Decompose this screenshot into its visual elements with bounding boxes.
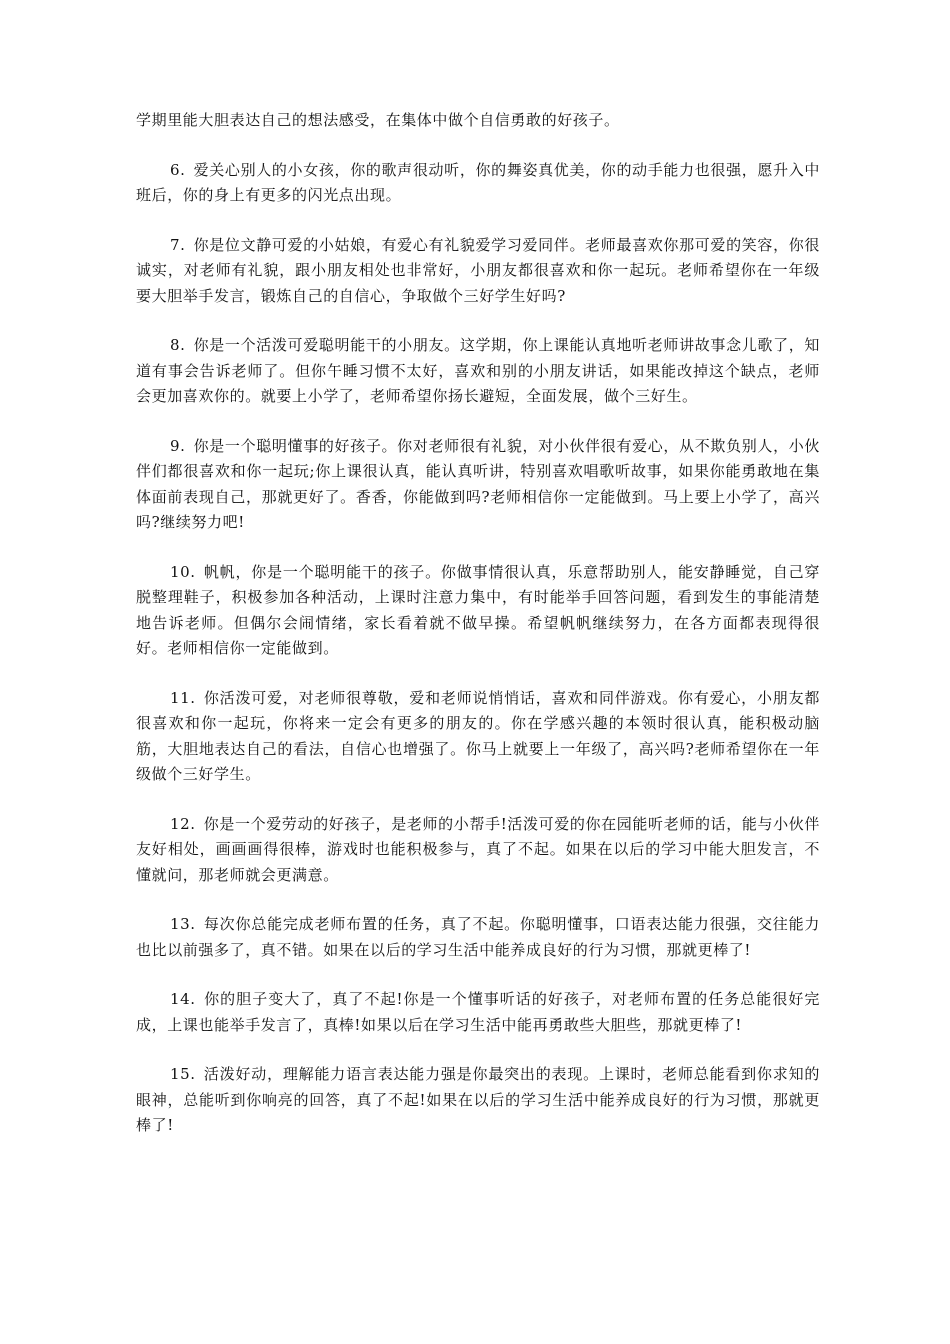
paragraph-10 [136, 560, 820, 662]
paragraph-text: 爱关心别人的小女孩，你的歌声很动听，你的舞姿真优美，你的动手能力也很强，愿升入中班后，你的身上有更多的闪光点出现。 [136, 160, 820, 204]
paragraph-text: 你是一个聪明懂事的好孩子。你对老师很有礼貌，对小伙伴很有爱心，从不欺负别人，小伙伴们都很喜欢和你一起玩;你上课很认真，能认真听讲，特别喜欢唱歌听故事，如果你能勇敢地在集体面前表现自己，那就更好了。香香，你能做到吗?老师相信你一定能做到。马上要上小学了，高兴吗?继续努力吧! [136, 436, 820, 531]
paragraph-text: 每次你总能完成老师布置的任务，真了不起。你聪明懂事，口语表达能力很强，交往能力也比以前强多了，真不错。如果在以后的学习生活中能养成良好的行为习惯，那就更棒了! [136, 915, 820, 959]
paragraph-number: 7. [170, 235, 186, 254]
paragraph-text: 帆帆，你是一个聪明能干的孩子。你做事情很认真，乐意帮助别人，能安静睡觉，自己穿脱整理鞋子，积极参加各种活动，上课时注意力集中，有时能举手回答问题，看到发生的事能清楚地告诉老师。但偶尔会闹情绪，家长看着就不做早操。希望帆帆继续努力，在各方面都表现得很好。老师相信你一定能做到。 [136, 562, 820, 657]
paragraph-number: 6. [170, 160, 186, 179]
paragraph-text: 活泼好动，理解能力语言表达能力强是你最突出的表现。上课时，老师总能看到你求知的眼神，总能听到你响亮的回答，真了不起!如果在以后的学习生活中能养成良好的行为习惯，那就更棒了! [136, 1065, 820, 1134]
paragraph-8 [136, 333, 820, 410]
paragraph-11 [136, 686, 820, 788]
paragraph-15 [136, 1062, 820, 1139]
paragraph-number: 11. [170, 688, 196, 707]
document-body [136, 108, 820, 1163]
paragraph-text: 你的胆子变大了，真了不起!你是一个懂事听话的好孩子，对老师布置的任务总能很好完成，上课也能举手发言了，真棒!如果以后在学习生活中能再勇敢些大胆些，那就更棒了! [136, 990, 820, 1034]
paragraph-text: 你是一个活泼可爱聪明能干的小朋友。这学期，你上课能认真地听老师讲故事念儿歌了，知道有事会告诉老师了。但你午睡习惯不太好，喜欢和别的小朋友讲话，如果能改掉这个缺点，老师会更加喜欢你的。就要上小学了，老师希望你扬长避短，全面发展，做个三好生。 [136, 336, 820, 405]
paragraph-number: 12. [170, 814, 196, 833]
paragraph-number: 14. [170, 990, 196, 1008]
paragraph-13 [136, 912, 820, 963]
paragraph-6 [136, 158, 820, 209]
paragraph-text: 学期里能大胆表达自己的想法感受，在集体中做个自信勇敢的好孩子。 [136, 111, 620, 129]
paragraph-number: 10. [170, 562, 196, 581]
paragraph-number: 9. [170, 436, 186, 455]
paragraph-7 [136, 233, 820, 310]
paragraph-9 [136, 434, 820, 536]
paragraph-14 [136, 987, 820, 1038]
paragraph-number: 8. [170, 336, 186, 354]
paragraph-number: 13. [170, 915, 196, 933]
paragraph-continuation [136, 108, 820, 134]
paragraph-text: 你是一个爱劳动的好孩子，是老师的小帮手!活泼可爱的你在园能听老师的话，能与小伙伴友好相处，画画画得很棒，游戏时也能积极参与，真了不起。如果在以后的学习中能大胆发言，不懂就问，那老师就会更满意。 [136, 814, 820, 884]
paragraph-text: 你是位文静可爱的小姑娘，有爱心有礼貌爱学习爱同伴。老师最喜欢你那可爱的笑容，你很诚实，对老师有礼貌，跟小朋友相处也非常好，小朋友都很喜欢和你一起玩。老师希望你在一年级要大胆举手发言，锻炼自己的自信心，争取做个三好学生好吗? [136, 235, 820, 305]
paragraph-text: 你活泼可爱，对老师很尊敬，爱和老师说悄悄话，喜欢和同伴游戏。你有爱心，小朋友都很喜欢和你一起玩，你将来一定会有更多的朋友的。你在学感兴趣的本领时很认真，能积极动脑筋，大胆地表达自己的看法，自信心也增强了。你马上就要上一年级了，高兴吗?老师希望你在一年级做个三好学生。 [136, 688, 820, 783]
paragraph-12 [136, 812, 820, 889]
paragraph-number: 15. [170, 1065, 196, 1083]
